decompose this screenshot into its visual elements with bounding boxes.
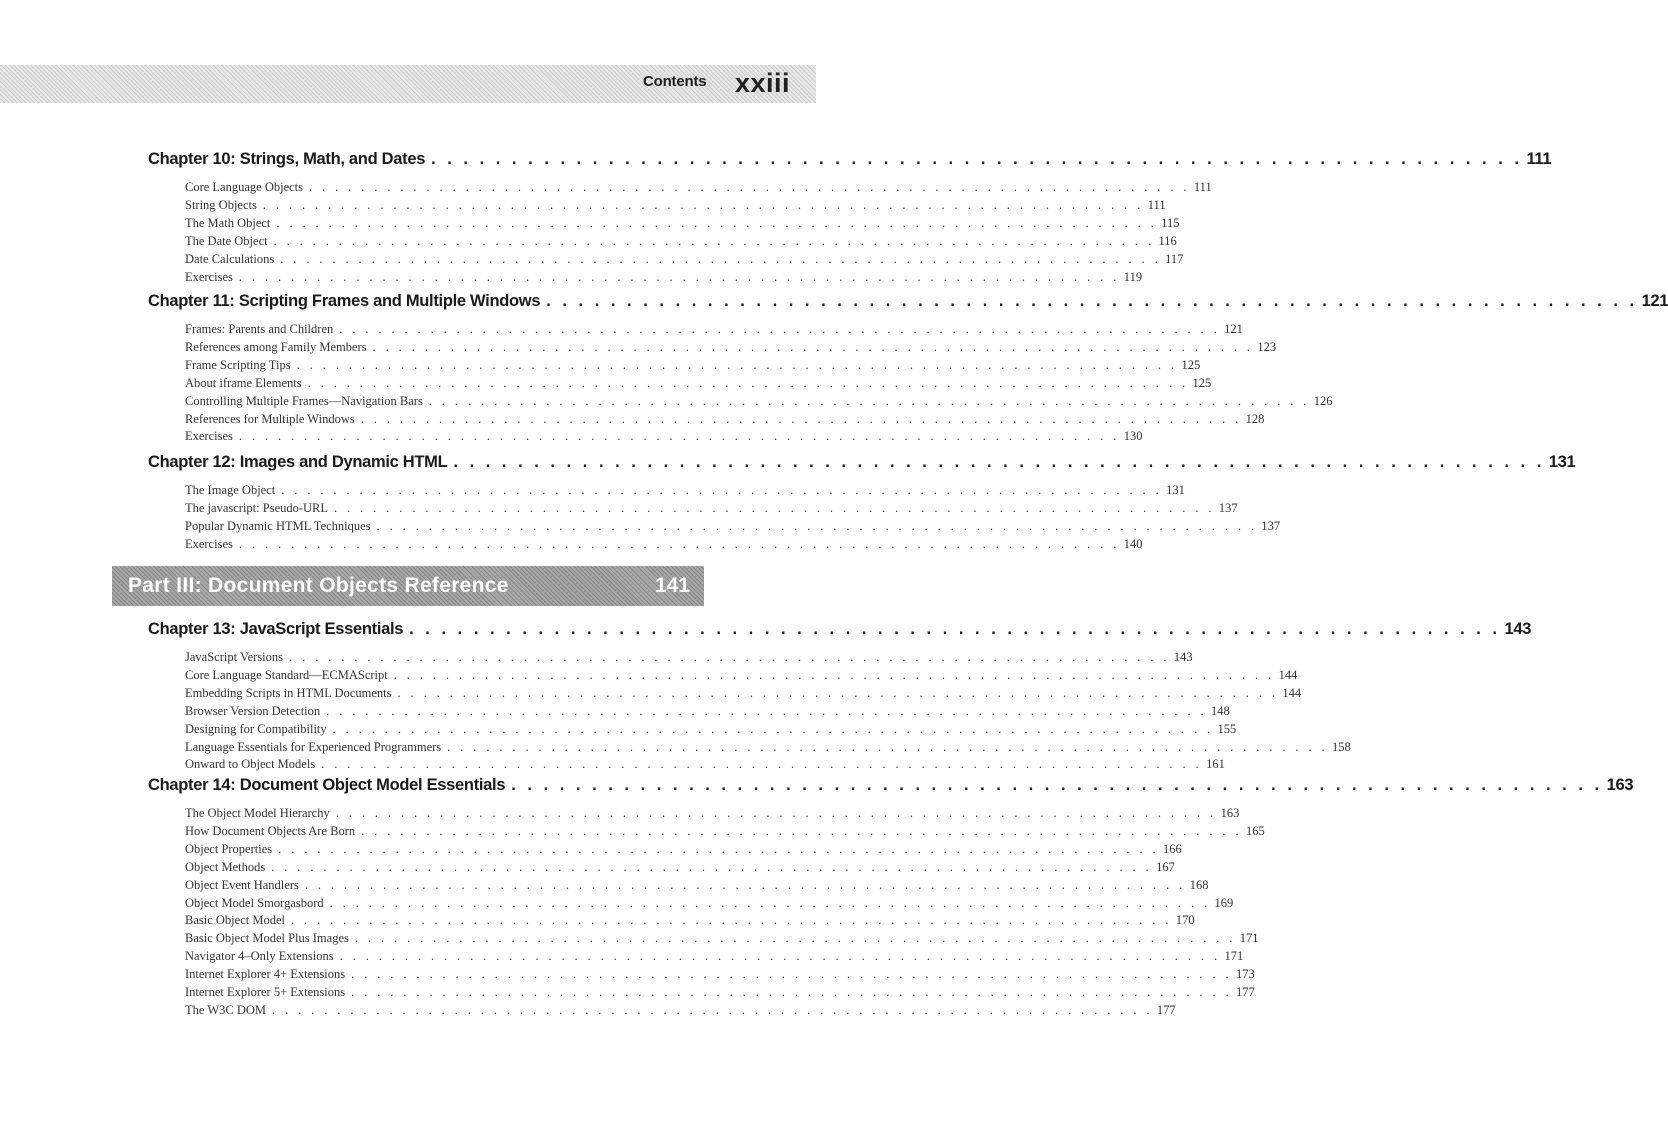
toc-entry-page-number: 119 [1123, 270, 1143, 284]
toc-entry-page-number: 173 [1236, 967, 1255, 981]
toc-entry [185, 376, 1212, 393]
dot-leader: . . . . . . . . . . . . . . . . . . . . . . . . . . . . . . . . . . . . . . . . . . . . . . . . . . . . . . . . . . . . . . . . . . . . [238, 270, 1120, 284]
toc-entry-title: The javascript: Pseudo-URL [185, 501, 329, 515]
dot-leader: . . . . . . . . . . . . . . . . . . . . . . . . . . . . . . . . . . . . . . . . . . . . . . . . . . . . . . . . . . . . . . . . . . . . [334, 501, 1215, 515]
toc-entry [185, 668, 1298, 685]
toc-entry-title: Language Essentials for Experienced Programmers [185, 740, 442, 754]
toc-entry [185, 842, 1182, 859]
chapter-heading-page-number: 111 [1526, 150, 1552, 168]
dot-leader: . . . . . . . . . . . . . . . . . . . . . . . . . . . . . . . . . . . . . . . . . . . . . . . . . . . . . . . . . . . . . . . . . . . . [339, 949, 1221, 963]
toc-entry-title: Controlling Multiple Frames—Navigation Bars [185, 394, 423, 408]
toc-entry-title: Object Properties [185, 842, 273, 856]
dot-leader: . . . . . . . . . . . . . . . . . . . . . . . . . . . . . . . . . . . . . . . . . . . . . . . . . . . . . . . . . . . . . . . . . . . . [281, 483, 1163, 497]
dot-leader: . . . . . . . . . . . . . . . . . . . . . . . . . . . . . . . . . . . . . . . . . . . . . . . . . . . . . . . . . . . . . . . . . . . . [276, 216, 1158, 230]
chapter-heading-title: Chapter 14: Document Object Model Essentials [148, 776, 506, 794]
dot-leader: . . . . . . . . . . . . . . . . . . . . . . . . . . . . . . . . . . . . . . . . . . . . . . . . . . . . . . . . . . . . . . . . . . . . [262, 198, 1144, 212]
dot-leader: . . . . . . . . . . . . . . . . . . . . . . . . . . . . . . . . . . . . . . . . . . . . . . . . . . . . . . . . . . . . . . . . . . . . [290, 913, 1172, 927]
toc-entry-title: Exercises [185, 537, 233, 551]
dot-leader: . . . . . . . . . . . . . . . . . . . . . . . . . . . . . . . . . . . . . . . . . . . . . . . . . . . . . . . . . . . . . . . . . . . . [280, 252, 1162, 266]
toc-entry [185, 740, 1351, 757]
dot-leader: . . . . . . . . . . . . . . . . . . . . . . . . . . . . . . . . . . . . . . . . . . . . . . . . . . . . . . . . . . . . . . . . . . . . [273, 234, 1155, 248]
dot-leader: . . . . . . . . . . . . . . . . . . . . . . . . . . . . . . . . . . . . . . . . . . . . . . . . . . . . . . . . . . . . . . . . . . . . [272, 1003, 1153, 1017]
toc-entry-page-number: 144 [1282, 686, 1302, 700]
toc-entry-page-number: 166 [1163, 842, 1182, 856]
toc-entry [185, 722, 1237, 739]
dot-leader: . . . . . . . . . . . . . . . . . . . . . . . . . . . . . . . . . . . . . . . . . . . . . . . . . . . . . . . . . . . . . . . . . . . . [335, 806, 1217, 820]
toc-entry-title: Object Event Handlers [185, 878, 299, 892]
toc-entry-page-number: 168 [1189, 878, 1209, 892]
dot-leader: . . . . . . . . . . . . . . . . . . . . . . . . . . . . . . . . . . . . . . . . . . . . . . . . . . . . . . . . . . . . . . . . . . . . [321, 757, 1203, 771]
toc-entry-page-number: 137 [1261, 519, 1281, 533]
toc-entry [185, 483, 1185, 500]
toc-entry-page-number: 143 [1173, 650, 1193, 664]
dot-leader: . . . . . . . . . . . . . . . . . . . . . . . . . . . . . . . . . . . . . . . . . . . . . . . . . . . . . . . . . . . . . . . . . . . . [278, 842, 1160, 856]
toc-entry [185, 340, 1277, 357]
toc-entry-title: Popular Dynamic HTML Techniques [185, 519, 371, 533]
toc-entry-page-number: 125 [1181, 358, 1201, 372]
toc-entry-title: Browser Version Detection [185, 704, 321, 718]
toc-entry-title: About iframe Elements [185, 376, 302, 390]
toc-entry-page-number: 115 [1161, 216, 1180, 230]
toc-entry-page-number: 169 [1214, 896, 1234, 910]
part-banner [112, 566, 704, 606]
toc-entry-page-number: 123 [1257, 340, 1277, 354]
toc-entry-title: Onward to Object Models [185, 757, 316, 771]
chapter-heading-title: Chapter 11: Scripting Frames and Multiple Windows [148, 292, 541, 310]
toc-entry [185, 686, 1302, 703]
toc-entry-page-number: 131 [1166, 483, 1185, 497]
toc-entry [185, 650, 1193, 667]
toc-entry-page-number: 165 [1245, 824, 1265, 838]
dot-leader: . . . . . . . . . . . . . . . . . . . . . . . . . . . . . . . . . . . . . . . . . . . . . . . . . . . . . . . . . . . . . . . . . . . . [393, 668, 1275, 682]
toc-entry-page-number: 148 [1211, 704, 1230, 718]
toc-entry-page-number: 116 [1158, 234, 1177, 248]
dot-leader: . . . . . . . . . . . . . . . . . . . . . . . . . . . . . . . . . . . . . . . . . . . . . . . . . . . . . . . . . . . . . . . . . . . . [304, 878, 1186, 892]
dot-leader: . . . . . . . . . . . . . . . . . . . . . . . . . . . . . . . . . . . . . . . . . . . . . . . . . . . . . . . . . . . . . . . . . . . . [309, 180, 1190, 194]
toc-entry-page-number: 144 [1278, 668, 1298, 682]
toc-entry [185, 412, 1265, 429]
folio-page-number: xxiii [735, 68, 791, 98]
dot-leader: . . . . . . . . . . . . . . . . . . . . . . . . . . . . . . . . . . . . . . . . . . . . . . . . . . . . . . . . . . . . . . . . . . . . [361, 824, 1242, 838]
dot-leader: . . . . . . . . . . . . . . . . . . . . . . . . . . . . . . . . . . . . . . . . . . . . . . . . . . . . . . . . . . . . . . . . . . . . [332, 722, 1214, 736]
toc-entry-title: Internet Explorer 4+ Extensions [185, 967, 346, 981]
chapter-heading-title: Chapter 12: Images and Dynamic HTML [148, 453, 448, 471]
toc-entry-title: The Date Object [185, 234, 268, 248]
toc-entry [185, 757, 1225, 774]
toc-entry-page-number: 161 [1206, 757, 1225, 771]
dot-leader: . . . . . . . . . . . . . . . . . . . . . . . . . . . . . . . . . . . . . . . . . . . . . . . . . . . . . . . . . . . . . . . . . . . . [360, 412, 1242, 426]
toc-entry-page-number: 111 [1193, 180, 1212, 194]
dot-leader: . . . . . . . . . . . . . . . . . . . . . . . . . . . . . . . . . . . . . . . . . . . . . . . . . . . . . . . . . . . . . . . . . . . . [307, 376, 1189, 390]
toc-entry-title: Embedding Scripts in HTML Documents [185, 686, 392, 700]
dot-leader: . . . . . . . . . . . . . . . . . . . . . . . . . . . . . . . . . . . . . . . . . . . . . . . . . . . . . . . . . . . . . . . . . . . . [409, 620, 1501, 638]
toc-entry-title: The Image Object [185, 483, 276, 497]
dot-leader: . . . . . . . . . . . . . . . . . . . . . . . . . . . . . . . . . . . . . . . . . . . . . . . . . . . . . . . . . . . . . . . . . . . . [431, 150, 1523, 168]
dot-leader: . . . . . . . . . . . . . . . . . . . . . . . . . . . . . . . . . . . . . . . . . . . . . . . . . . . . . . . . . . . . . . . . . . . . [296, 358, 1178, 372]
toc-entry-page-number: 130 [1123, 429, 1143, 443]
toc-entry [185, 252, 1184, 269]
toc-entry [185, 896, 1234, 913]
toc-entry [185, 501, 1238, 518]
toc-entry-page-number: 111 [1147, 198, 1166, 212]
toc-entry-page-number: 128 [1245, 412, 1265, 426]
chapter-heading [148, 620, 1532, 642]
toc-entry [185, 860, 1175, 877]
toc-entry-page-number: 177 [1156, 1003, 1176, 1017]
toc-entry-title: Internet Explorer 5+ Extensions [185, 985, 346, 999]
toc-entry [185, 985, 1255, 1002]
chapter-heading [148, 292, 1668, 314]
toc-entry-page-number: 163 [1220, 806, 1240, 820]
toc-entry [185, 913, 1195, 930]
toc-entry [185, 358, 1201, 375]
toc-entry-title: Basic Object Model [185, 913, 285, 927]
chapter-heading-page-number: 131 [1548, 453, 1576, 471]
chapter-heading-page-number: 143 [1504, 620, 1532, 638]
part-page-number: 141 [654, 574, 690, 597]
toc-entry-page-number: 171 [1239, 931, 1259, 945]
toc-entry-page-number: 140 [1123, 537, 1143, 551]
dot-leader: . . . . . . . . . . . . . . . . . . . . . . . . . . . . . . . . . . . . . . . . . . . . . . . . . . . . . . . . . . . . . . . . . . . . [289, 650, 1170, 664]
toc-entry-page-number: 125 [1192, 376, 1212, 390]
dot-leader: . . . . . . . . . . . . . . . . . . . . . . . . . . . . . . . . . . . . . . . . . . . . . . . . . . . . . . . . . . . . . . . . . . . . [238, 429, 1120, 443]
toc-entry-page-number: 121 [1224, 322, 1243, 336]
dot-leader: . . . . . . . . . . . . . . . . . . . . . . . . . . . . . . . . . . . . . . . . . . . . . . . . . . . . . . . . . . . . . . . . . . . . [351, 985, 1233, 999]
toc-entry-title: String Objects [185, 198, 257, 212]
dot-leader: . . . . . . . . . . . . . . . . . . . . . . . . . . . . . . . . . . . . . . . . . . . . . . . . . . . . . . . . . . . . . . . . . . . . [354, 931, 1236, 945]
toc-entry [185, 1003, 1176, 1020]
toc-entry-title: The W3C DOM [185, 1003, 267, 1017]
dot-leader: . . . . . . . . . . . . . . . . . . . . . . . . . . . . . . . . . . . . . . . . . . . . . . . . . . . . . . . . . . . . . . . . . . . . [546, 292, 1638, 310]
dot-leader: . . . . . . . . . . . . . . . . . . . . . . . . . . . . . . . . . . . . . . . . . . . . . . . . . . . . . . . . . . . . . . . . . . . . [339, 322, 1221, 336]
chapter-heading-page-number: 163 [1606, 776, 1634, 794]
toc-entry-page-number: 171 [1224, 949, 1244, 963]
toc-entry [185, 198, 1166, 215]
toc-entry [185, 967, 1255, 984]
toc-entry [185, 322, 1243, 339]
toc-entry [185, 949, 1244, 966]
toc-entry-title: Navigator 4–Only Extensions [185, 949, 334, 963]
toc-entry-page-number: 117 [1165, 252, 1184, 266]
dot-leader: . . . . . . . . . . . . . . . . . . . . . . . . . . . . . . . . . . . . . . . . . . . . . . . . . . . . . . . . . . . . . . . . . . . . [271, 860, 1153, 874]
toc-entry [185, 270, 1143, 287]
toc-entry-title: Core Language Standard—ECMAScript [185, 668, 388, 682]
toc-entry-title: Core Language Objects [185, 180, 304, 194]
toc-entry-page-number: 177 [1236, 985, 1255, 999]
toc-entry [185, 519, 1281, 536]
toc-entry [185, 878, 1209, 895]
chapter-heading [148, 776, 1634, 798]
toc-entry-title: Frame Scripting Tips [185, 358, 291, 372]
dot-leader: . . . . . . . . . . . . . . . . . . . . . . . . . . . . . . . . . . . . . . . . . . . . . . . . . . . . . . . . . . . . . . . . . . . . [428, 394, 1310, 408]
toc-entry [185, 931, 1259, 948]
chapter-heading [148, 150, 1552, 172]
toc-entry [185, 394, 1333, 411]
dot-leader: . . . . . . . . . . . . . . . . . . . . . . . . . . . . . . . . . . . . . . . . . . . . . . . . . . . . . . . . . . . . . . . . . . . . [447, 740, 1329, 754]
toc-entry-page-number: 155 [1217, 722, 1237, 736]
chapter-heading-page-number: 121 [1641, 292, 1668, 310]
toc-entry-title: Exercises [185, 429, 233, 443]
toc-entry-title: Exercises [185, 270, 233, 284]
chapter-heading-title: Chapter 13: JavaScript Essentials [148, 620, 404, 638]
toc-entry [185, 824, 1265, 841]
toc-entry [185, 180, 1212, 197]
chapter-heading-title: Chapter 10: Strings, Math, and Dates [148, 150, 426, 168]
dot-leader: . . . . . . . . . . . . . . . . . . . . . . . . . . . . . . . . . . . . . . . . . . . . . . . . . . . . . . . . . . . . . . . . . . . . [372, 340, 1254, 354]
toc-entry [185, 216, 1180, 233]
running-header-title: Contents [643, 73, 707, 90]
toc-entry-title: Designing for Compatibility [185, 722, 327, 736]
toc-entry-page-number: 126 [1313, 394, 1333, 408]
toc-entry-page-number: 158 [1332, 740, 1351, 754]
toc-entry-page-number: 137 [1218, 501, 1238, 515]
toc-entry [185, 429, 1143, 446]
toc-entry-title: Object Methods [185, 860, 266, 874]
toc-entry [185, 704, 1230, 721]
toc-entry-title: How Document Objects Are Born [185, 824, 356, 838]
toc-entry [185, 234, 1177, 251]
toc-entry-title: References for Multiple Windows [185, 412, 355, 426]
dot-leader: . . . . . . . . . . . . . . . . . . . . . . . . . . . . . . . . . . . . . . . . . . . . . . . . . . . . . . . . . . . . . . . . . . . . [326, 704, 1208, 718]
toc-entry [185, 537, 1143, 554]
toc-entry-title: References among Family Members [185, 340, 367, 354]
dot-leader: . . . . . . . . . . . . . . . . . . . . . . . . . . . . . . . . . . . . . . . . . . . . . . . . . . . . . . . . . . . . . . . . . . . . [511, 776, 1603, 794]
toc-entry-title: The Math Object [185, 216, 271, 230]
toc-entry-title: Object Model Smorgasbord [185, 896, 324, 910]
dot-leader: . . . . . . . . . . . . . . . . . . . . . . . . . . . . . . . . . . . . . . . . . . . . . . . . . . . . . . . . . . . . . . . . . . . . [376, 519, 1258, 533]
toc-entry-title: Basic Object Model Plus Images [185, 931, 349, 945]
toc-entry-title: JavaScript Versions [185, 650, 284, 664]
dot-leader: . . . . . . . . . . . . . . . . . . . . . . . . . . . . . . . . . . . . . . . . . . . . . . . . . . . . . . . . . . . . . . . . . . . . [329, 896, 1211, 910]
dot-leader: . . . . . . . . . . . . . . . . . . . . . . . . . . . . . . . . . . . . . . . . . . . . . . . . . . . . . . . . . . . . . . . . . . . . [238, 537, 1120, 551]
dot-leader: . . . . . . . . . . . . . . . . . . . . . . . . . . . . . . . . . . . . . . . . . . . . . . . . . . . . . . . . . . . . . . . . . . . . [351, 967, 1233, 981]
dot-leader: . . . . . . . . . . . . . . . . . . . . . . . . . . . . . . . . . . . . . . . . . . . . . . . . . . . . . . . . . . . . . . . . . . . . [453, 453, 1545, 471]
chapter-heading [148, 453, 1576, 475]
dot-leader: . . . . . . . . . . . . . . . . . . . . . . . . . . . . . . . . . . . . . . . . . . . . . . . . . . . . . . . . . . . . . . . . . . . . [397, 686, 1279, 700]
toc-entry-title: The Object Model Hierarchy [185, 806, 330, 820]
toc-entry [185, 806, 1240, 823]
part-title: Part III: Document Objects Reference [128, 574, 509, 597]
toc-entry-title: Frames: Parents and Children [185, 322, 334, 336]
toc-entry-title: Date Calculations [185, 252, 275, 266]
toc-entry-page-number: 167 [1156, 860, 1175, 874]
toc-entry-page-number: 170 [1175, 913, 1195, 927]
